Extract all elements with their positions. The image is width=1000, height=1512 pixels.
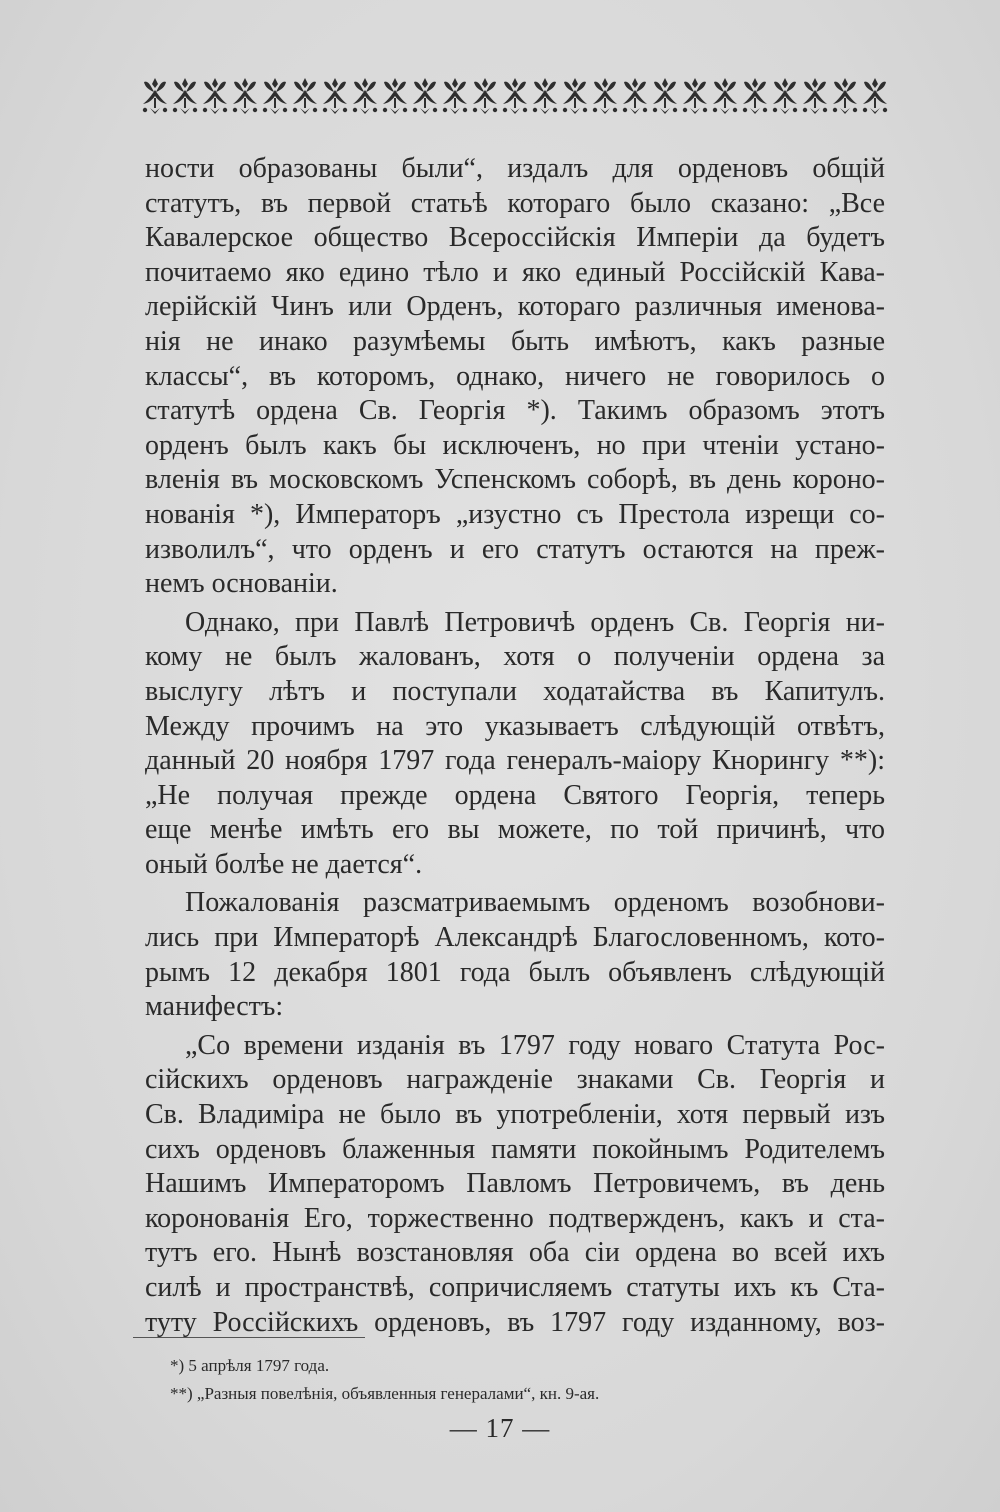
text-line: манифестъ: (145, 991, 284, 1023)
footnote-1: *) 5 апрѣля 1797 года. (170, 1356, 330, 1375)
text-line: туту Россійскихъ орденовъ, въ 1797 году изданному, воз- (145, 1306, 885, 1338)
text-line: „Со времени изданія въ 1797 году новаго Статута Рос- (185, 1029, 885, 1061)
footnote-divider (133, 1337, 365, 1338)
text-line: нованія *), Императоръ „изустно съ Престола изрещи со- (145, 498, 885, 530)
text-line: лись при Императорѣ Александрѣ Благословенномъ, кото- (145, 922, 885, 954)
text-line: изволилъ“, что орденъ и его статутъ остаются на преж- (145, 533, 885, 565)
text-line: Кавалерское общество Всероссійскія Имперіи да будетъ (145, 222, 885, 254)
text-line: выслугу лѣтъ и поступали ходатайства въ Капитулъ. (145, 675, 885, 707)
text-line: классы“, въ которомъ, однако, ничего не говорилось о (145, 360, 885, 392)
text-line: „Не получая прежде ордена Святого Георгія, теперь (145, 779, 885, 811)
text-line: нія не инако разумѣемы быть имѣютъ, какъ разные (145, 325, 885, 357)
text-line: почитаемо яко едино тѣло и яко единый Россійскій Кава- (145, 256, 885, 288)
text-line: коронованія Его, торжественно подтвержденъ, какъ и ста- (145, 1202, 885, 1234)
text-line: данный 20 ноября 1797 года генералъ-маіору Кнорингу **): (145, 745, 885, 777)
text-line: тутъ его. Нынѣ возстановляя оба сіи ордена во всей ихъ (145, 1237, 885, 1269)
text-line: Между прочимъ на это указываетъ слѣдующій отвѣтъ, (145, 710, 885, 742)
text-line: немъ основаніи. (145, 568, 338, 600)
text-line: кому не былъ жалованъ, хотя о полученіи ордена за (145, 641, 885, 673)
floral-frieze-ornament-icon (140, 74, 892, 116)
paragraph-3 (145, 886, 885, 1024)
text-line: сихъ орденовъ блаженныя памяти покойнымъ Родителемъ (145, 1133, 885, 1165)
text-line: статутѣ ордена Св. Георгія *). Такимъ образомъ этотъ (145, 395, 885, 427)
paragraph-4-manifesto-quote (145, 1029, 885, 1340)
text-line: Пожалованія разсматриваемымъ орденомъ возобнови- (185, 887, 885, 919)
text-line: статутъ, въ первой статьѣ котораго было сказано: „Все (145, 187, 885, 219)
footnote-2: **) „Разныя повелѣнія, объявленныя генералами“, кн. 9-ая. (170, 1384, 600, 1403)
text-line: еще менѣе имѣть его вы можете, по той причинѣ, что (145, 814, 885, 846)
text-line: ности образованы были“, издалъ для орденовъ общій (145, 153, 885, 184)
page-body-text (145, 152, 885, 1340)
paragraph-2 (145, 606, 885, 883)
text-line: вленія въ московскомъ Успенскомъ соборѣ, въ день короно- (145, 464, 885, 496)
text-line: рымъ 12 декабря 1801 года былъ объявленъ слѣдующій (145, 956, 885, 988)
text-line: Нашимъ Императоромъ Павломъ Петровичемъ, въ день (145, 1168, 885, 1200)
page-number: — 17 — (449, 1413, 551, 1443)
text-line: Однако, при Павлѣ Петровичѣ орденъ Св. Георгія ни- (185, 606, 885, 638)
footnotes (170, 1352, 870, 1408)
text-line: оный болѣе не дается“. (145, 848, 423, 880)
text-line: лерійскій Чинъ или Орденъ, котораго различныя именова- (145, 291, 885, 323)
paragraph-1 (145, 152, 885, 602)
text-line: силѣ и пространствѣ, сопричисляемъ статуты ихъ къ Ста- (145, 1272, 885, 1303)
text-line: орденъ былъ какъ бы исключенъ, но при чтеніи устано- (145, 429, 885, 461)
text-line: Св. Владиміра не было въ употребленіи, хотя первый изъ (145, 1099, 885, 1131)
text-line: сійскихъ орденовъ награжденіе знаками Св. Георгія и (145, 1064, 885, 1096)
